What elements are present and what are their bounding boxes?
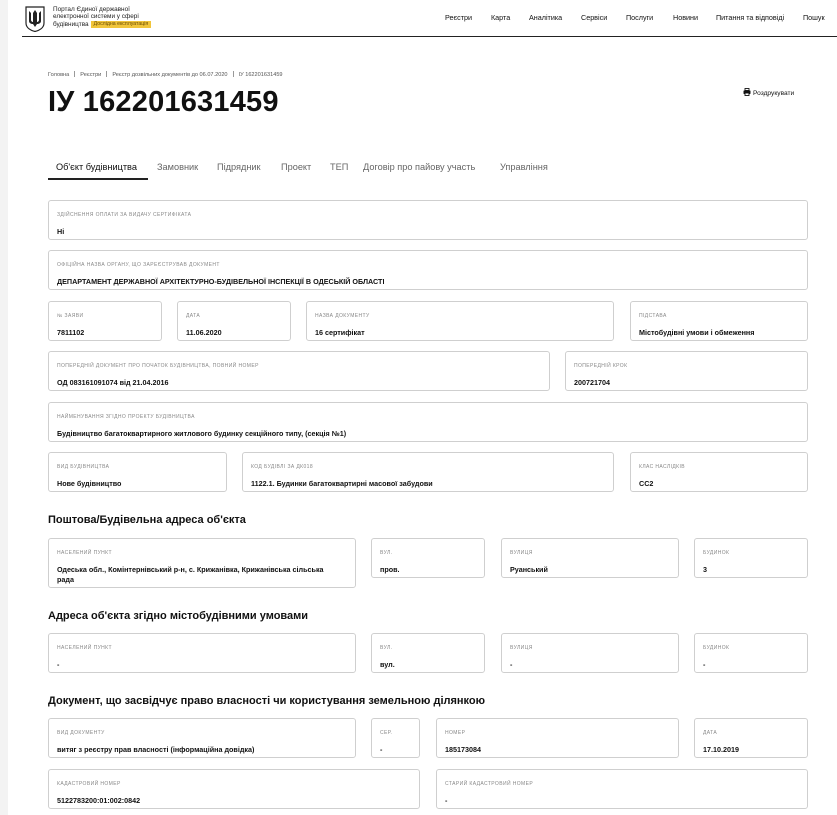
breadcrumb-registries[interactable]: Реєстри — [80, 72, 102, 78]
field-document-date — [694, 718, 808, 758]
portal-name-line: будівництва — [53, 20, 89, 28]
field-value: 7811102 — [57, 328, 85, 337]
field-building — [694, 633, 808, 673]
field-value: Одеська обл., Комінтернівський р-н, с. Крижанівка, Крижанівська сільська рада — [57, 565, 324, 584]
field-authority — [48, 250, 808, 290]
field-label: НАСЕЛЕНИЙ ПУНКТ — [57, 550, 112, 556]
field-application-number — [48, 301, 162, 341]
field-label: ВУЛИЦЯ — [510, 645, 533, 651]
field-payment — [48, 200, 808, 240]
field-value: 185173084 — [445, 745, 481, 754]
field-label: НАСЕЛЕНИЙ ПУНКТ — [57, 645, 112, 651]
field-value: 16 сертифікат — [315, 328, 365, 337]
trident-logo-icon[interactable] — [25, 6, 45, 32]
nav-public-services[interactable]: Послуги — [626, 13, 654, 22]
field-document-name — [306, 301, 614, 341]
breadcrumb-registry[interactable]: Реєстр дозвільних документів до 06.07.2020 — [112, 72, 228, 78]
field-label: ПІДСТАВА — [639, 313, 667, 319]
field-label: ДАТА — [703, 730, 718, 736]
field-value: 17.10.2019 — [703, 745, 739, 754]
field-settlement — [48, 633, 356, 673]
page — [8, 0, 837, 815]
tab-construction-object[interactable]: Об'єкт будівництва — [56, 162, 137, 172]
nav-analytics[interactable]: Аналітика — [529, 13, 563, 22]
field-project-name — [48, 402, 808, 442]
field-value: Нове будівництво — [57, 479, 122, 488]
field-value: витяг з реєстру прав власності (інформаційна довідка) — [57, 745, 255, 754]
portal-name-line: Портал Єдиної державної — [53, 6, 130, 13]
field-value: Будівництво багатоквартирного житлового будинку секційного типу, (секція №1) — [57, 429, 347, 438]
field-previous-document — [48, 351, 550, 391]
field-value: 200721704 — [574, 378, 610, 387]
field-date — [177, 301, 291, 341]
field-label: ВУЛИЦЯ — [510, 550, 533, 556]
active-tab-indicator — [48, 178, 148, 180]
field-cadastral-number — [48, 769, 420, 809]
field-label: КАДАСТРОВИЙ НОМЕР — [57, 781, 121, 787]
tab-tep[interactable]: ТЕП — [330, 162, 349, 172]
nav-registries[interactable]: Реєстри — [445, 13, 473, 22]
site-header — [22, 0, 837, 37]
portal-name[interactable] — [53, 6, 173, 28]
field-label: ВУЛ. — [380, 550, 393, 556]
printer-icon — [743, 88, 751, 96]
field-value: 5122783200:01:002:0842 — [57, 796, 141, 805]
field-label: СТАРИЙ КАДАСТРОВИЙ НОМЕР — [445, 781, 534, 787]
field-label: № ЗАЯВИ — [57, 313, 84, 319]
tab-equity-agreement[interactable]: Договір про пайову участь — [363, 162, 476, 172]
section-title-urban-address: Адреса об'єкта згідно містобудівними умовами — [48, 610, 309, 622]
print-label: Роздрукувати — [753, 90, 795, 97]
field-series — [371, 718, 420, 758]
nav-news[interactable]: Новини — [673, 13, 699, 22]
breadcrumb — [48, 71, 283, 78]
field-old-cadastral-number — [436, 769, 808, 809]
field-value: Містобудівні умови і обмеження — [639, 328, 755, 337]
field-value: - — [380, 745, 383, 754]
section-title-land-document: Документ, що засвідчує право власності чи користування земельною ділянкою — [48, 695, 486, 707]
field-document-type — [48, 718, 356, 758]
field-value: пров. — [380, 565, 400, 574]
nav-search[interactable]: Пошук — [803, 13, 825, 22]
field-label: ПОПЕРЕДНІЙ КРОК — [574, 363, 628, 369]
field-value: - — [703, 660, 706, 669]
field-construction-type — [48, 452, 227, 492]
field-street — [501, 633, 679, 673]
field-document-number — [436, 718, 679, 758]
tab-customer[interactable]: Замовник — [157, 162, 199, 172]
field-street-type — [371, 538, 485, 578]
field-label: БУДИНОК — [703, 550, 730, 556]
page-title: ІУ 162201631459 — [48, 86, 279, 118]
nav-faq[interactable]: Питання та відповіді — [716, 13, 785, 22]
field-label: ПОПЕРЕДНІЙ ДОКУМЕНТ ПРО ПОЧАТОК БУДІВНИЦТВА, ПОВНИЙ НОМЕР — [57, 363, 259, 369]
field-label: КОД БУДІВЛІ ЗА ДК018 — [251, 464, 314, 470]
field-value: Ні — [57, 227, 65, 236]
field-value: 3 — [703, 565, 707, 574]
field-building — [694, 538, 808, 578]
field-value: СС2 — [639, 479, 654, 488]
field-value: 1122.1. Будинки багатоквартирні масової забудови — [251, 479, 433, 488]
field-consequence-class — [630, 452, 808, 492]
field-label: ВИД ДОКУМЕНТУ — [57, 730, 105, 736]
field-street-type — [371, 633, 485, 673]
tab-project[interactable]: Проект — [281, 162, 312, 172]
tab-management[interactable]: Управління — [500, 162, 548, 172]
field-value: Руанський — [510, 565, 548, 574]
breadcrumb-current: ІУ 162201631459 — [238, 72, 283, 78]
field-label: НАЙМЕНУВАННЯ ЗГІДНО ПРОЕКТУ БУДІВНИЦТВА — [57, 414, 195, 420]
field-label: ДАТА — [186, 313, 201, 319]
field-value: вул. — [380, 660, 395, 669]
field-label: НОМЕР — [445, 730, 466, 736]
field-basis — [630, 301, 808, 341]
field-value: - — [510, 660, 513, 669]
nav-map[interactable]: Карта — [491, 13, 511, 22]
field-value: - — [445, 796, 448, 805]
field-label: КЛАС НАСЛІДКІВ — [639, 464, 685, 470]
field-value: - — [57, 660, 60, 669]
field-label: ВИД БУДІВНИЦТВА — [57, 464, 110, 470]
print-button[interactable] — [743, 88, 794, 97]
field-value: ДЕПАРТАМЕНТ ДЕРЖАВНОЇ АРХІТЕКТУРНО-БУДІВЕЛЬНОЇ ІНСПЕКЦІЇ В ОДЕСЬКІЙ ОБЛАСТІ — [57, 277, 385, 286]
field-label: НАЗВА ДОКУМЕНТУ — [315, 313, 370, 319]
field-value: 11.06.2020 — [186, 328, 222, 337]
nav-services[interactable]: Сервіси — [581, 13, 608, 22]
beta-badge: Дослідна експлуатація — [91, 21, 152, 28]
field-settlement — [48, 538, 356, 588]
field-previous-step — [565, 351, 808, 391]
field-label: ЗДІЙСНЕННЯ ОПЛАТИ ЗА ВИДАЧУ СЕРТИФІКАТА — [57, 212, 192, 218]
section-title-address: Поштова/Будівельна адреса об'єкта — [48, 514, 246, 526]
field-label: ОФІЦІЙНА НАЗВА ОРГАНУ, ЩО ЗАРЕЄСТРУВАВ ДОКУМЕНТ — [57, 262, 220, 268]
field-label: БУДИНОК — [703, 645, 730, 651]
field-value: ОД 083161091074 від 21.04.2016 — [57, 378, 169, 387]
tab-contractor[interactable]: Підрядник — [217, 162, 261, 172]
portal-name-line: електронної системи у сфері — [53, 13, 139, 21]
field-label: ВУЛ. — [380, 645, 393, 651]
field-street — [501, 538, 679, 578]
breadcrumb-home[interactable]: Головна — [48, 72, 70, 78]
field-label: СЕР. — [380, 730, 393, 736]
field-dk018-code — [242, 452, 614, 492]
